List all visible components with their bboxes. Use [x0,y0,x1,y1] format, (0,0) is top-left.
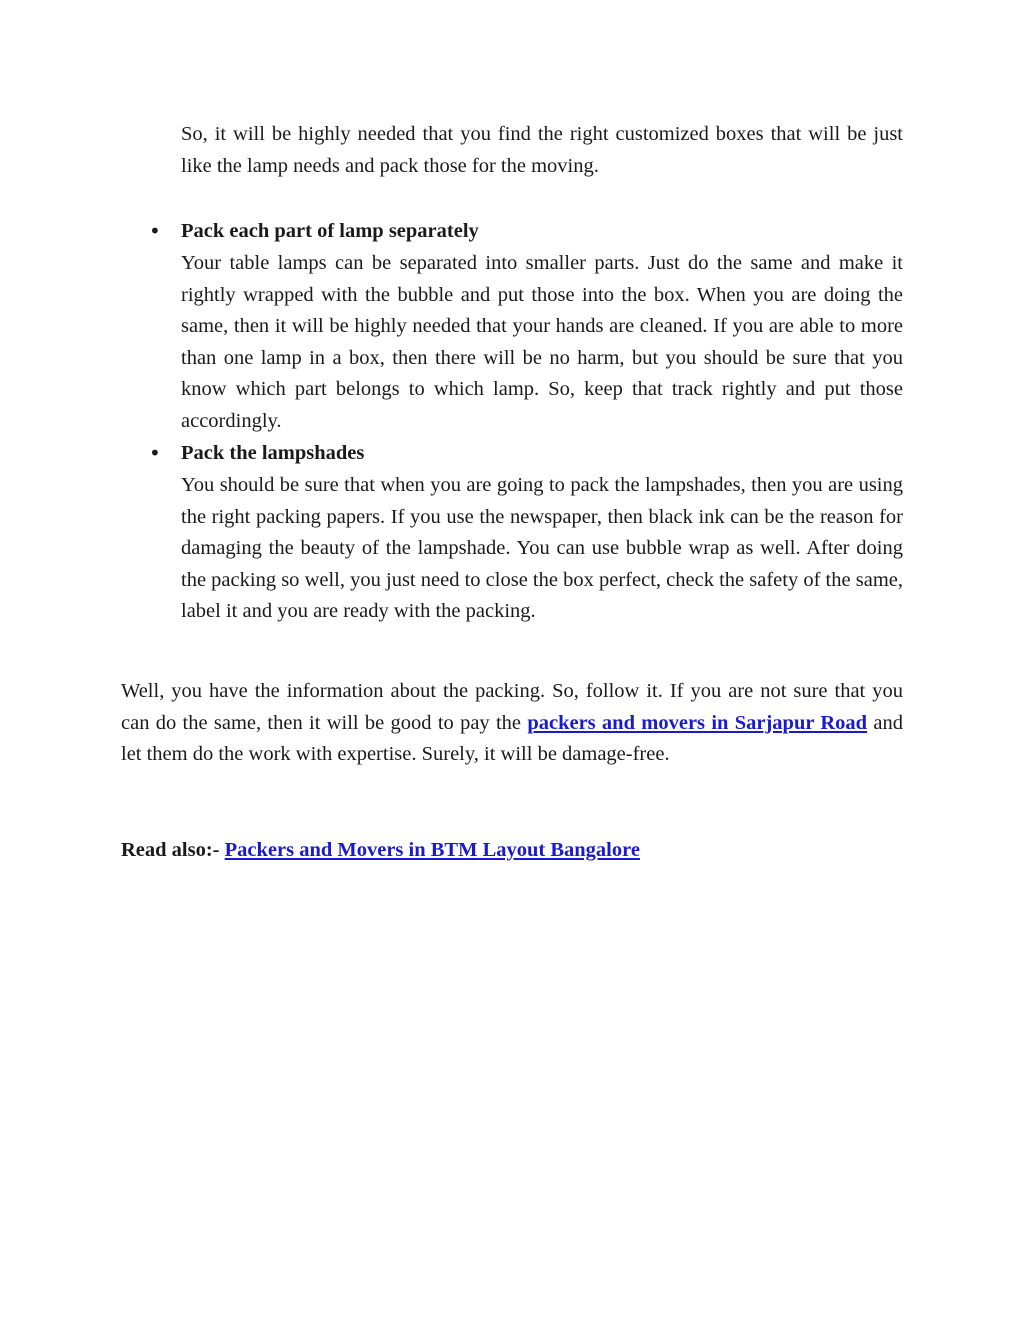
section-heading-pack-lampshades: Pack the lampshades [181,442,365,464]
btm-layout-link[interactable]: Packers and Movers in BTM Layout Bangalore [224,839,640,861]
section-body-pack-each-part: Your table lamps can be separated into smaller parts. Just do the same and make it rightly wrapped with the bubble and put those into the box. When you are doing the same, then it will be highly needed that your hands are cleaned. If you are able to more than one lamp in a box, then there will be no harm, but you should be sure that you know which part belongs to which lamp. So, keep that track rightly and put those accordingly. [181,252,903,432]
section-heading-pack-each-part: Pack each part of lamp separately [181,220,479,242]
section-body-pack-lampshades: You should be sure that when you are going to pack the lampshades, then you are using the right packing papers. If you use the newspaper, then black ink can be the reason for damaging the beauty of the lampshade. You can use bubble wrap as well. After doing the packing so well, you just need to close the box perfect, check the safety of the same, label it and you are ready with the packing. [181,474,903,622]
bullet-marker: • [149,219,161,243]
conclusion-paragraph [121,676,903,771]
intro-paragraph: So, it will be highly needed that you find the right customized boxes that will be just like the lamp needs and pack those for the moving. [181,123,903,177]
read-also-line [121,835,903,867]
read-also-label: Read also:- [121,839,225,861]
conclusion-text-before-link: Well, you have the information about the packing. So, follow it. If you are not sure that you can do the same, then it will be good to pay the [121,680,903,734]
conclusion-text-after-link: and let them do the work with expertise. Surely, it will be damage-free. [121,711,903,765]
sarjapur-road-link[interactable]: packers and movers in Sarjapur Road [527,711,868,734]
bullet-marker: • [149,441,161,465]
